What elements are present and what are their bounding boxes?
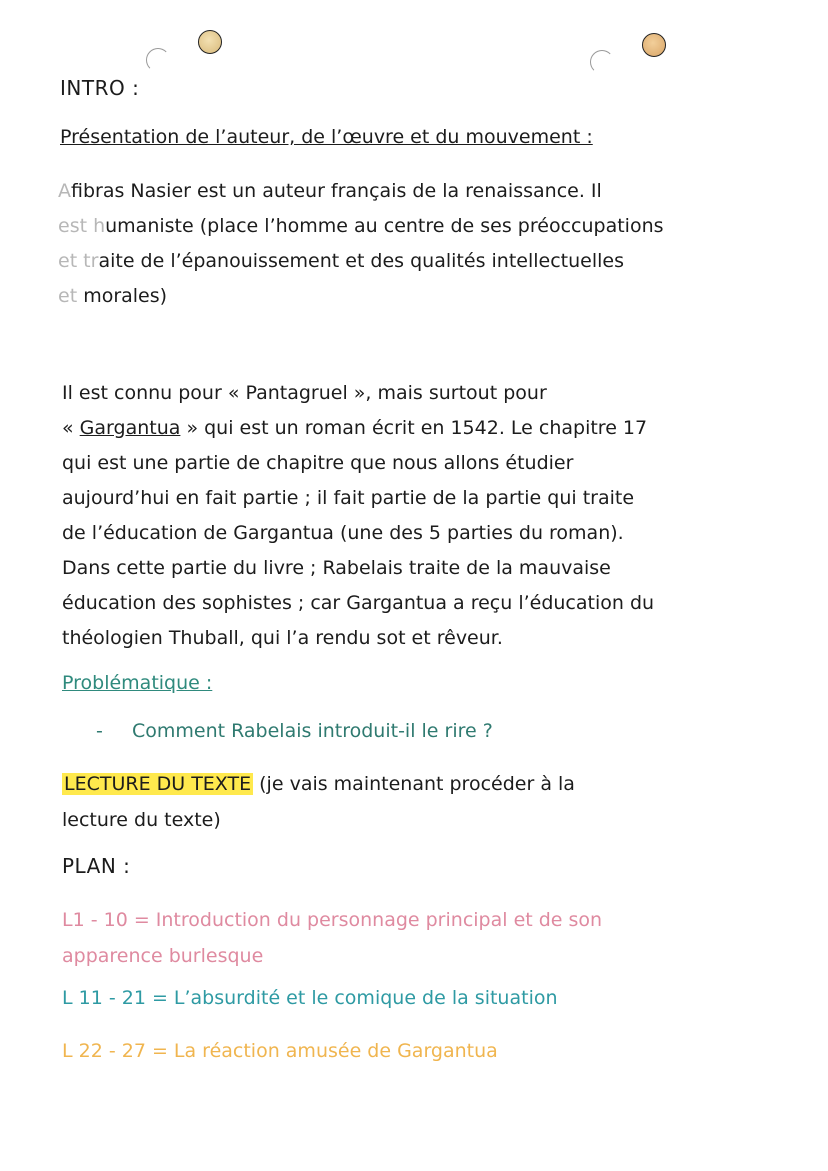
plan-item-3: L 22 - 27 = La réaction amusée de Gargantua: [62, 1040, 498, 1062]
faded-text: est h: [58, 215, 106, 237]
presentation-heading-text: Présentation de l’auteur, de l’œuvre et du mouvement :: [60, 126, 593, 148]
paragraph-line: [58, 279, 758, 314]
paragraph-line: [62, 411, 762, 446]
paragraph-line: lecture du texte): [62, 809, 221, 831]
author-paragraph: [58, 174, 758, 314]
paragraph-line: qui est une partie de chapitre que nous allons étudier: [62, 452, 574, 474]
paragraph-line: de l’éducation de Gargantua (une des 5 parties du roman).: [62, 522, 624, 544]
paragraph-line: [58, 174, 758, 209]
paragraph-line: [58, 209, 758, 244]
paragraph-line: Il est connu pour « Pantagruel », mais surtout pour: [62, 382, 547, 404]
question-text: Comment Rabelais introduit-il le rire ?: [132, 720, 493, 742]
paragraph-line: théologien Thuball, qui l’a rendu sot et rêveur.: [62, 627, 503, 649]
faded-text: et tr: [58, 250, 99, 272]
plan-item-1: [62, 902, 742, 974]
paragraph-line: éducation des sophistes ; car Gargantua a reçu l’éducation du: [62, 592, 655, 614]
paragraph-line: Dans cette partie du livre ; Rabelais traite de la mauvaise: [62, 557, 611, 579]
line-text: «: [62, 417, 80, 439]
highlighted-label: LECTURE DU TEXTE: [64, 773, 252, 795]
hole-mark: [590, 50, 614, 74]
punch-hole: [642, 33, 666, 57]
hole-mark: [146, 48, 170, 72]
line-text: aite de l’épanouissement et des qualités intellectuelles: [98, 250, 624, 272]
paragraph-line: [62, 766, 742, 802]
problematique-question: [96, 720, 493, 742]
faded-text: A: [58, 180, 71, 202]
line-text: (je vais maintenant procéder à la: [253, 773, 575, 795]
line-text: morales): [83, 285, 168, 307]
paragraph-line: [58, 244, 758, 279]
presentation-heading: [60, 126, 593, 148]
problematique-heading: Problématique :: [62, 672, 213, 694]
underlined-title: Gargantua: [79, 417, 181, 439]
work-paragraph: [62, 376, 762, 656]
bullet-dash: -: [96, 720, 103, 742]
plan-item-line: L1 - 10 = Introduction du personnage principal et de son: [62, 909, 603, 931]
paragraph-line: aujourd’hui en fait partie ; il fait partie de la partie qui traite: [62, 487, 635, 509]
line-text: » qui est un roman écrit en 1542. Le chapitre 17: [180, 417, 648, 439]
plan-heading: PLAN :: [62, 854, 131, 878]
line-text: fibras Nasier est un auteur français de la renaissance. Il: [71, 180, 602, 202]
line-text: umaniste (place l’homme au centre de ses préoccupations: [105, 215, 664, 237]
intro-heading: INTRO :: [60, 76, 140, 100]
plan-item-2: L 11 - 21 = L’absurdité et le comique de la situation: [62, 987, 558, 1009]
punch-hole: [198, 30, 222, 54]
faded-text: et: [58, 285, 84, 307]
lecture-block: [62, 766, 742, 838]
plan-item-line: apparence burlesque: [62, 945, 264, 967]
